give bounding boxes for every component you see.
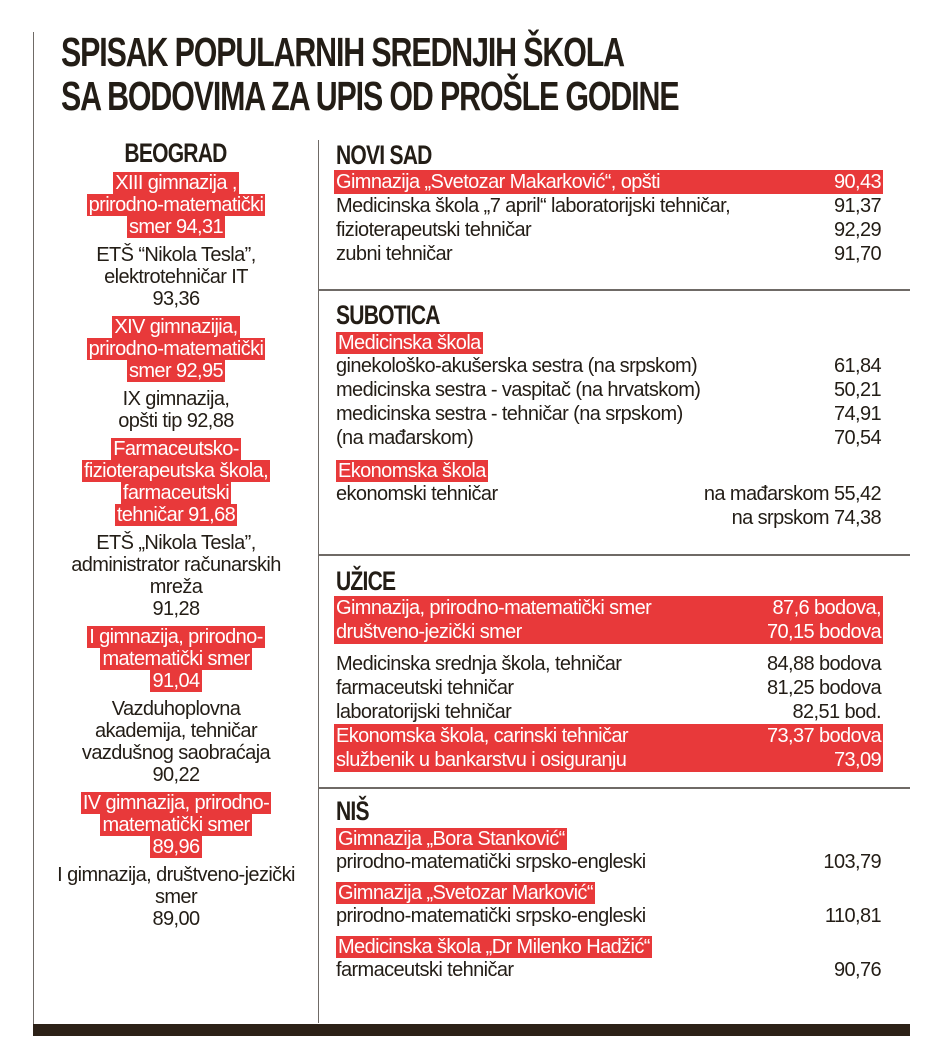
novi-sad-rows xyxy=(336,170,881,266)
program-label: laboratorijski tehničar xyxy=(336,701,512,723)
score-row xyxy=(336,958,881,982)
subotica-body xyxy=(336,332,881,530)
score-row xyxy=(334,724,883,748)
score-value: 91,37 xyxy=(833,195,881,217)
school-name-label: Gimnazija „Bora Stanković“ xyxy=(338,828,565,850)
school-entry-line: farmaceutski xyxy=(122,482,230,504)
school-entry-line: tehničar 91,68 xyxy=(116,504,236,526)
score-row xyxy=(336,482,881,506)
section-novi-sad xyxy=(336,140,881,266)
city-title-uzice: UŽICE xyxy=(336,566,396,596)
title-line-2: SA BODOVIMA ZA UPIS OD PROŠLE GODINE xyxy=(61,73,679,119)
score-row xyxy=(334,596,883,620)
school-name xyxy=(336,460,881,482)
score-value: 70,54 xyxy=(833,427,881,449)
page-title xyxy=(61,30,678,118)
program-label: Gimnazija, prirodno-matematički smer xyxy=(336,597,652,619)
school-name-label: Gimnazija „Svetozar Marković“ xyxy=(338,882,593,904)
uzice-group-2 xyxy=(336,652,881,772)
program-label: ekonomski tehničar xyxy=(336,483,498,505)
beograd-list xyxy=(34,172,318,930)
score-value: 87,6 bodova, xyxy=(772,597,881,619)
school-entry xyxy=(34,244,318,310)
school-entry xyxy=(34,626,318,692)
program-label: prirodno-matematički srpsko-engleski xyxy=(336,905,646,927)
program-label: ginekološko-akušerska sestra (na srpskom) xyxy=(336,355,698,377)
score-value: 81,25 bodova xyxy=(766,677,881,699)
school-entry xyxy=(34,438,318,526)
score-value: 84,88 bodova xyxy=(766,653,881,675)
section-subotica xyxy=(336,300,881,530)
score-row xyxy=(334,748,883,772)
title-line-1: SPISAK POPULARNIH SREDNJIH ŠKOLA xyxy=(61,29,624,75)
school-name xyxy=(336,332,881,354)
school-entry-line: smer xyxy=(154,886,198,908)
program-label: fizioterapeutski tehničar xyxy=(336,219,532,241)
score-value: 103,79 xyxy=(823,851,881,873)
school-entry-line: IV gimnazija, prirodno- xyxy=(82,792,270,814)
school-name-label: Ekonomska škola xyxy=(338,460,486,482)
school-entry-line: vazdušnog saobraćaja xyxy=(81,742,271,764)
school-name xyxy=(336,882,881,904)
school-entry-line: Vazduhoplovna xyxy=(111,698,241,720)
school-entry-line: 91,04 xyxy=(152,670,200,692)
school-entry-line: ETŠ „Nikola Tesla”, xyxy=(96,532,256,554)
section-divider xyxy=(318,289,910,291)
school-name xyxy=(336,936,881,958)
score-value: 70,15 bodova xyxy=(766,621,881,643)
school-entry-line: ETŠ “Nikola Tesla”, xyxy=(96,244,256,266)
program-label: (na mađarskom) xyxy=(336,427,474,449)
school-name-label: Medicinska škola xyxy=(338,332,481,354)
school-entry xyxy=(34,388,318,432)
school-entry-line: 89,96 xyxy=(152,836,200,858)
score-row xyxy=(334,620,883,644)
program-label: društveno-jezički smer xyxy=(336,621,522,643)
score-value: 92,29 xyxy=(833,219,881,241)
school-entry-line: smer 92,95 xyxy=(128,360,224,382)
score-value: 61,84 xyxy=(833,355,881,377)
score-row xyxy=(336,242,881,266)
score-row xyxy=(336,700,881,724)
school-entry-line: opšti tip 92,88 xyxy=(118,410,234,432)
school-entry xyxy=(34,316,318,382)
school-entry-line: matematički smer xyxy=(102,648,250,670)
school-name-label: Medicinska škola „Dr Milenko Hadžić“ xyxy=(338,936,650,958)
school-entry-line: matematički smer xyxy=(102,814,250,836)
program-label: Medicinska srednja škola, tehničar xyxy=(336,653,622,675)
city-title-subotica: SUBOTICA xyxy=(336,300,440,330)
score-value: 73,09 xyxy=(833,749,881,771)
score-row xyxy=(334,170,883,194)
score-row xyxy=(336,676,881,700)
score-row xyxy=(336,402,881,426)
school-entry xyxy=(34,792,318,858)
school-entry xyxy=(34,698,318,786)
school-entry-line: mreža xyxy=(149,576,203,598)
score-row xyxy=(336,426,881,450)
program-label: Ekonomska škola, carinski tehničar xyxy=(336,725,628,747)
school-entry xyxy=(34,172,318,238)
program-label: zubni tehničar xyxy=(336,243,453,265)
nis-body xyxy=(336,828,881,982)
score-value: 74,91 xyxy=(833,403,881,425)
section-beograd xyxy=(34,138,318,936)
score-row xyxy=(336,194,881,218)
school-entry-line: elektrotehničar IT xyxy=(104,266,248,288)
column-divider xyxy=(318,140,319,1023)
school-entry-line: I gimnazija, prirodno- xyxy=(89,626,263,648)
school-entry-line: Farmaceutsko- xyxy=(113,438,239,460)
school-name xyxy=(336,828,881,850)
score-value: 91,70 xyxy=(833,243,881,265)
school-entry-line: IX gimnazija, xyxy=(122,388,230,410)
school-entry-line: 93,36 xyxy=(152,288,200,310)
score-value: 73,37 bodova xyxy=(766,725,881,747)
score-row xyxy=(336,904,881,928)
school-entry-line: 89,00 xyxy=(152,908,200,930)
program-label: službenik u bankarstvu i osiguranju xyxy=(336,749,627,771)
program-label: Gimnazija „Svetozar Makarković“, opšti xyxy=(336,171,660,193)
school-entry-line: 91,28 xyxy=(152,598,200,620)
city-title-nis: NIŠ xyxy=(336,796,369,826)
school-entry xyxy=(34,864,318,930)
score-row xyxy=(336,652,881,676)
score-row xyxy=(336,506,881,530)
score-value: 90,43 xyxy=(833,171,881,193)
school-entry-line: akademija, tehničar xyxy=(94,720,258,742)
section-divider xyxy=(318,787,910,789)
city-title-beograd: BEOGRAD xyxy=(124,138,228,168)
score-value: na srpskom 74,38 xyxy=(731,507,881,529)
score-value: 110,81 xyxy=(824,905,881,927)
school-entry xyxy=(34,532,318,620)
score-row xyxy=(336,850,881,874)
program-label: prirodno-matematički srpsko-engleski xyxy=(336,851,646,873)
section-divider xyxy=(318,554,910,556)
school-entry-line: I gimnazija, društveno-jezički xyxy=(57,864,295,886)
bottom-bar xyxy=(33,1024,910,1036)
school-entry-line: prirodno-matematički xyxy=(88,338,264,360)
uzice-group-1 xyxy=(336,596,881,644)
spacer xyxy=(336,450,881,458)
program-label: farmaceutski tehničar xyxy=(336,959,514,981)
school-entry-line: administrator računarskih xyxy=(71,554,281,576)
score-row xyxy=(336,378,881,402)
section-uzice xyxy=(336,566,881,772)
section-nis xyxy=(336,796,881,982)
score-row xyxy=(336,354,881,378)
program-label: farmaceutski tehničar xyxy=(336,677,514,699)
school-entry-line: 90,22 xyxy=(152,764,200,786)
school-entry-line: prirodno-matematički xyxy=(88,194,264,216)
school-entry-line: XIII gimnazija , xyxy=(115,172,237,194)
city-title-novi-sad: NOVI SAD xyxy=(336,140,432,170)
program-label: medicinska sestra - vaspitač (na hrvatskom) xyxy=(336,379,701,401)
score-value: 50,21 xyxy=(833,379,881,401)
score-value: 82,51 bod. xyxy=(792,701,881,723)
program-label: medicinska sestra - tehničar (na srpskom) xyxy=(336,403,683,425)
score-row xyxy=(336,218,881,242)
score-value: na mađarskom 55,42 xyxy=(703,483,881,505)
school-entry-line: XIV gimnazijia, xyxy=(114,316,238,338)
school-entry-line: smer 94,31 xyxy=(128,216,224,238)
score-value: 90,76 xyxy=(833,959,881,981)
school-entry-line: fizioterapeutska škola, xyxy=(83,460,269,482)
program-label: Medicinska škola „7 april“ laboratorijski tehničar, xyxy=(336,195,731,217)
